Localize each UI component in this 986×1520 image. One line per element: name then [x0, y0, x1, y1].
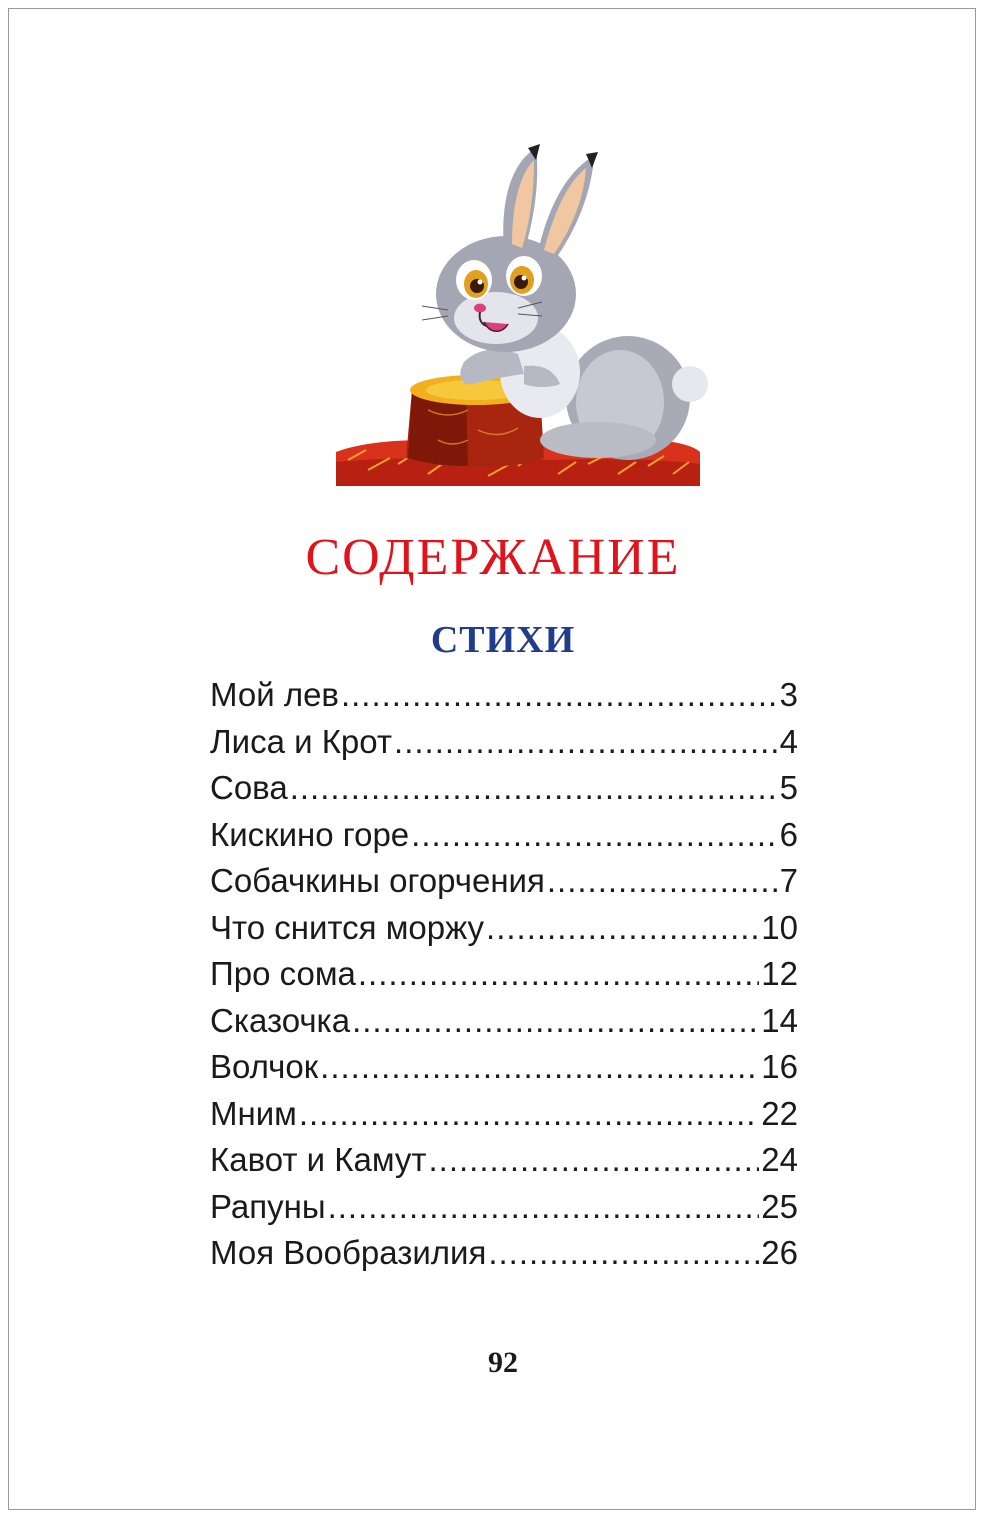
- toc-list: [210, 672, 798, 1277]
- toc-item-label: Кавот и Камут: [210, 1141, 427, 1178]
- toc-item-page: 16: [761, 1048, 798, 1085]
- toc-item-label: Про сома: [210, 955, 356, 992]
- toc-item-label: Собачкины огорчения: [210, 862, 545, 899]
- toc-item[interactable]: [210, 719, 798, 766]
- toc-item-label: Лиса и Крот: [210, 722, 393, 760]
- toc-item-label: Сова: [210, 769, 288, 806]
- toc-item-page: 5: [779, 769, 798, 806]
- toc-item-page: 14: [761, 1001, 798, 1039]
- toc-item-page: 25: [761, 1187, 798, 1225]
- section-title: СТИХИ: [430, 619, 576, 661]
- dot-leader: [320, 1044, 759, 1091]
- toc-item-page: 26: [761, 1234, 798, 1271]
- dot-leader: [547, 858, 778, 905]
- rabbit-on-stump-illustration: [328, 140, 708, 490]
- toc-item-page: 12: [761, 955, 798, 992]
- toc-item-label: Моя Вообразилия: [210, 1234, 487, 1271]
- toc-item[interactable]: [210, 672, 798, 719]
- toc-item-label: Мой лев: [210, 676, 339, 713]
- toc-item-page: 6: [779, 815, 798, 853]
- dot-leader: [486, 905, 759, 952]
- toc-item[interactable]: [210, 1184, 798, 1231]
- toc-item-label: Что снится моржу: [210, 908, 485, 946]
- dot-leader: [429, 1137, 760, 1184]
- dot-leader: [299, 1091, 759, 1138]
- toc-item[interactable]: [210, 1230, 798, 1277]
- dot-leader: [488, 1230, 759, 1277]
- toc-item-label: Рапуны: [210, 1187, 326, 1225]
- toc-item[interactable]: [210, 858, 798, 905]
- toc-item-page: 24: [761, 1141, 798, 1178]
- toc-item-page: 3: [779, 676, 798, 713]
- toc-item[interactable]: [210, 1091, 798, 1138]
- toc-item-page: 10: [761, 908, 798, 946]
- dot-leader: [328, 1184, 760, 1231]
- toc-item[interactable]: [210, 905, 798, 952]
- toc-item-label: Волчок: [210, 1048, 319, 1085]
- toc-item-label: Мним: [210, 1094, 297, 1132]
- toc-item-page: 4: [779, 722, 798, 760]
- dot-leader: [290, 765, 778, 812]
- toc-title: СОДЕРЖАНИЕ: [305, 529, 681, 586]
- toc-item-label: Сказочка: [210, 1001, 351, 1039]
- toc-item[interactable]: [210, 812, 798, 859]
- toc-item-page: 7: [779, 862, 798, 899]
- toc-item-page: 22: [761, 1094, 798, 1132]
- page-number: 92: [488, 1346, 518, 1379]
- toc-item-label: Кискино горе: [210, 815, 410, 853]
- dot-leader: [352, 998, 759, 1045]
- toc-item[interactable]: [210, 1044, 798, 1091]
- dot-leader: [394, 719, 778, 766]
- toc-item[interactable]: [210, 998, 798, 1045]
- dot-leader: [358, 951, 759, 998]
- toc-item[interactable]: [210, 951, 798, 998]
- dot-leader: [341, 672, 778, 719]
- toc-item[interactable]: [210, 765, 798, 812]
- toc-item[interactable]: [210, 1137, 798, 1184]
- dot-leader: [411, 812, 777, 859]
